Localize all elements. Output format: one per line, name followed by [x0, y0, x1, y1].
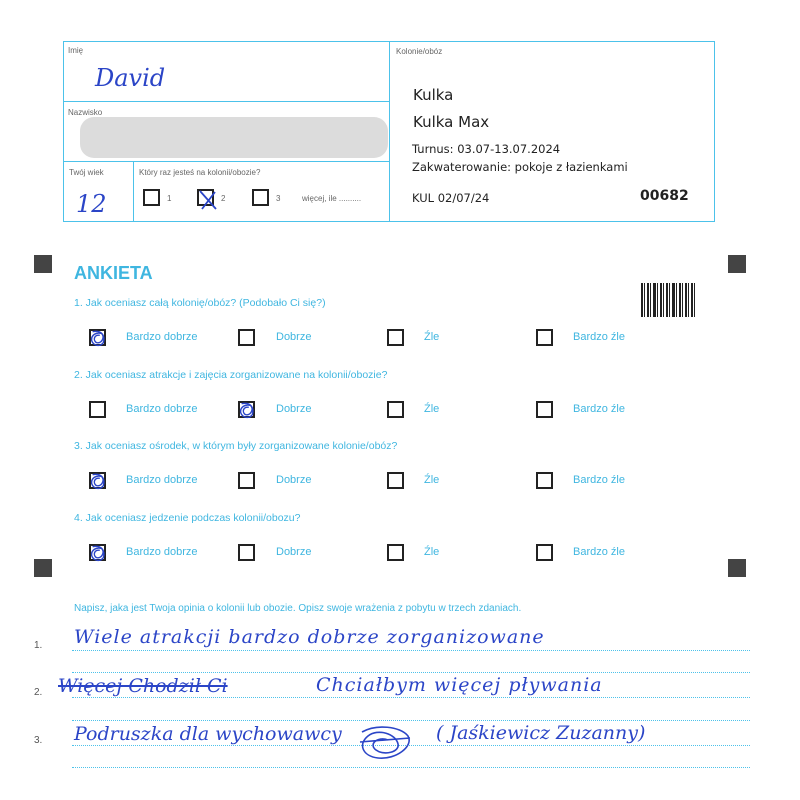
opinion-line-2b	[72, 720, 750, 721]
registration-mark-top-right	[728, 255, 746, 273]
header-divider-vertical	[389, 41, 390, 222]
question-4-checkbox-zle[interactable]	[387, 544, 404, 561]
registration-mark-bottom-left	[34, 559, 52, 577]
kolonie-label: Kolonie/obóz	[396, 47, 443, 56]
wiek-value[interactable]: 12	[76, 190, 107, 218]
ktory-raz-option-1: 1	[167, 194, 172, 203]
opinion-answer-2-struck: Więcej Chodził Ci	[58, 675, 228, 697]
scribble-icon	[356, 722, 414, 764]
survey-title: ANKIETA	[74, 263, 153, 283]
opinion-line-1	[72, 650, 750, 651]
question-1-option-dobrze: Dobrze	[276, 331, 312, 343]
question-1-checkbox-dobrze[interactable]	[238, 329, 255, 346]
ktory-raz-option-3: 3	[276, 194, 281, 203]
question-2-checkbox-bardzo-dobrze[interactable]	[89, 401, 106, 418]
question-4-option-zle: Źle	[424, 546, 440, 558]
question-3-checkbox-bardzo-dobrze[interactable]	[89, 472, 106, 489]
question-1-checkbox-zle[interactable]	[387, 329, 404, 346]
question-4-text: 4. Jak oceniasz jedzenie podczas kolonii/obozu?	[74, 512, 301, 524]
opinion-line-3b	[72, 767, 750, 768]
opinion-prompt: Napisz, jaka jest Twoja opinia o kolonii lub obozie. Opisz swoje wrażenia z pobytu w trzech zdaniach.	[74, 603, 522, 614]
header-divider-row1	[63, 101, 389, 102]
question-4-option-bardzo-zle: Bardzo źle	[573, 546, 625, 558]
zakwaterowanie: Zakwaterowanie: pokoje z łazienkami	[412, 160, 628, 174]
opinion-answer-1[interactable]: Wiele atrakcji bardzo dobrze zorganizowane	[74, 626, 545, 648]
opinion-line-2	[72, 697, 750, 698]
barcode-icon	[641, 283, 695, 317]
ktory-raz-checkbox-3[interactable]	[252, 189, 269, 206]
opinion-line-number-1: 1.	[34, 640, 43, 651]
scribble-check-icon	[89, 543, 107, 563]
question-3-option-dobrze: Dobrze	[276, 474, 312, 486]
question-3-option-bardzo-dobrze: Bardzo dobrze	[126, 474, 198, 486]
camp-name-1: Kulka	[413, 86, 454, 104]
form-number: 00682	[640, 188, 689, 204]
question-2-option-zle: Źle	[424, 403, 440, 415]
question-1-text: 1. Jak oceniasz całą kolonię/obóz? (Podobało Ci się?)	[74, 297, 326, 309]
ktory-raz-checkbox-2[interactable]	[197, 189, 214, 206]
question-4-checkbox-dobrze[interactable]	[238, 544, 255, 561]
question-2-checkbox-bardzo-zle[interactable]	[536, 401, 553, 418]
camp-name-2: Kulka Max	[413, 113, 490, 131]
opinion-answer-3-end[interactable]: ( Jaśkiewicz Zuzanny)	[436, 722, 646, 744]
question-4-option-dobrze: Dobrze	[276, 546, 312, 558]
header-divider-age	[133, 161, 134, 222]
nazwisko-redacted	[80, 117, 388, 158]
question-4-option-bardzo-dobrze: Bardzo dobrze	[126, 546, 198, 558]
question-4-checkbox-bardzo-dobrze[interactable]	[89, 544, 106, 561]
ktory-raz-option-more: więcej, ile ..........	[302, 194, 362, 203]
question-3-text: 3. Jak oceniasz ośrodek, w którym były zorganizowane kolonie/obóz?	[74, 440, 398, 452]
question-2-option-bardzo-zle: Bardzo źle	[573, 403, 625, 415]
question-2-text: 2. Jak oceniasz atrakcje i zajęcia zorganizowane na kolonii/obozie?	[74, 369, 388, 381]
question-3-checkbox-dobrze[interactable]	[238, 472, 255, 489]
checkmark-x-icon	[198, 188, 218, 210]
question-3-option-zle: Źle	[424, 474, 440, 486]
question-3-checkbox-bardzo-zle[interactable]	[536, 472, 553, 489]
question-1-checkbox-bardzo-zle[interactable]	[536, 329, 553, 346]
question-1-checkbox-bardzo-dobrze[interactable]	[89, 329, 106, 346]
registration-mark-top-left	[34, 255, 52, 273]
question-2-checkbox-dobrze[interactable]	[238, 401, 255, 418]
question-4-checkbox-bardzo-zle[interactable]	[536, 544, 553, 561]
ktory-raz-label: Który raz jesteś na kolonii/obozie?	[139, 168, 261, 177]
registration-mark-bottom-right	[728, 559, 746, 577]
question-3-option-bardzo-zle: Bardzo źle	[573, 474, 625, 486]
nazwisko-label: Nazwisko	[68, 108, 103, 117]
question-1-option-bardzo-zle: Bardzo źle	[573, 331, 625, 343]
turnus: Turnus: 03.07-13.07.2024	[412, 142, 561, 156]
scribble-check-icon	[89, 328, 107, 348]
question-1-option-bardzo-dobrze: Bardzo dobrze	[126, 331, 198, 343]
opinion-answer-2[interactable]: Chciałbym więcej pływania	[316, 674, 603, 696]
scribble-check-icon	[89, 471, 107, 491]
imie-value[interactable]: David	[95, 64, 166, 92]
question-2-option-dobrze: Dobrze	[276, 403, 312, 415]
imie-label: Imię	[68, 46, 84, 55]
scribble-check-icon	[238, 400, 256, 420]
question-2-checkbox-zle[interactable]	[387, 401, 404, 418]
opinion-line-number-3: 3.	[34, 735, 43, 746]
ktory-raz-checkbox-1[interactable]	[143, 189, 160, 206]
header-divider-row2	[63, 161, 389, 162]
opinion-line-number-2: 2.	[34, 687, 43, 698]
question-2-option-bardzo-dobrze: Bardzo dobrze	[126, 403, 198, 415]
question-3-checkbox-zle[interactable]	[387, 472, 404, 489]
code: KUL 02/07/24	[412, 191, 490, 205]
opinion-answer-3[interactable]: Podruszka dla wychowawcy	[74, 723, 342, 745]
opinion-line-1b	[72, 672, 750, 673]
question-1-option-zle: Źle	[424, 331, 440, 343]
ktory-raz-option-2: 2	[221, 194, 226, 203]
wiek-label: Twój wiek	[69, 168, 104, 177]
